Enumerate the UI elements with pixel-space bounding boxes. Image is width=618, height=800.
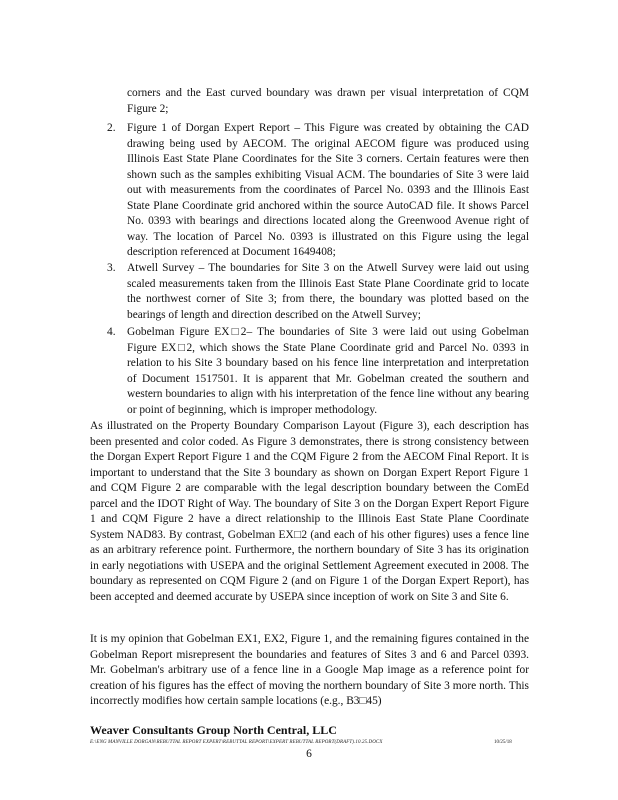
list-item-number: 4. [107,326,116,338]
list-item-text: Gobelman Figure EX□2– The boundaries of Site 3 were laid out using Gobelman Figure EX□2, which shows the State Plane Coordinate grid and Parcel No. 0393 in relation to his Site 3 boundary based on his fence line interpretation and interpretation of Document 1517501. It is apparent that Mr. Gobelman created the southern and western boundaries to align with his interpretation of the fence line without any bearing or point of beginning, which is improper methodology. [127,326,529,416]
list-item-number: 2. [107,122,116,134]
list-item-text: Atwell Survey – The boundaries for Site 3 on the Atwell Survey were laid out using scaled measurements taken from the Illinois East State Plane Coordinate grid to locate the northwest corner of Site 3; from there, the boundary was plotted based on the bearings of length and direction described on the Atwell Survey; [127,262,529,321]
list-item-text: Figure 1 of Dorgan Expert Report – This Figure was created by obtaining the CAD drawing being used by AECOM. The original AECOM figure was produced using Illinois East State Plane Coordinates for the Site 3 corners. Certain features were then shown such as the samples exhibiting Visual ACM. The boundaries of Site 3 were laid out with measurements from the coordinates of Parcel No. 0393 and the Illinois East State Plane Coordinate grid anchored within the source AutoCAD file. It shows Parcel No. 0393 with bearings and directions located along the Greenwood Avenue right of way. The location of Parcel No. 0393 is illustrated on this Figure using the legal description referenced at Document 1649408; [127,122,529,258]
body-paragraph-opinion: It is my opinion that Gobelman EX1, EX2, Figure 1, and the remaining figures contained in the Gobelman Report misrepresent the boundaries and features of Sites 3 and 6 and Parcel 0393. Mr. Gobelman's arbitrary use of a fence line in a Google Map image as a reference point for creation of his figures has the effect of moving the northern boundary of Site 3 more north. This incorrectly modifies how certain sample locations (e.g., B3□45) [90,633,529,707]
list-item-number: 3. [107,262,116,274]
footer-firm-name: Weaver Consultants Group North Central, LLC [90,723,337,737]
footer-date: 10/25/18 [494,740,512,745]
body-paragraph-comparison: As illustrated on the Property Boundary Comparison Layout (Figure 3), each description has been presented and color coded. As Figure 3 demonstrates, there is strong consistency between the Dorgan Expert Report Figure 1 and the CQM Figure 2 from the AECOM Final Report. It is important to understand that the Site 3 boundary as shown on Dorgan Expert Report Figure 1 and CQM Figure 2 are comparable with the legal description boundary between the ComEd parcel and the IDOT Right of Way. The boundary of Site 3 on the Dorgan Expert Report Figure 1 and CQM Figure 2 have a direct relationship to the Illinois East State Plane Coordinate System NAD83. By contrast, Gobelman EX□2 (and each of his other figures) uses a fence line as an arbitrary reference point. Furthermore, the northern boundary of Site 3 has its origination in early negotiations with USEPA and the original Settlement Agreement executed in 2008. The boundary as represented on CQM Figure 2 (and on Figure 1 of the Dorgan Expert Report), has been accepted and deemed accurate by USEPA since inception of work on Site 3 and Site 6. [90,420,529,603]
list-continuation: corners and the East curved boundary was drawn per visual interpretation of CQM Figure 2; [127,87,529,115]
footer-file-path: E:\ENG MANVILLE DORGAN\REBUTTAL REPORT EXPERT\REBUTTAL REPORT\EXPERT REBUTTAL REPORT(DRAFT).10.25.DOCX [90,740,383,745]
page-number: 6 [306,748,312,760]
